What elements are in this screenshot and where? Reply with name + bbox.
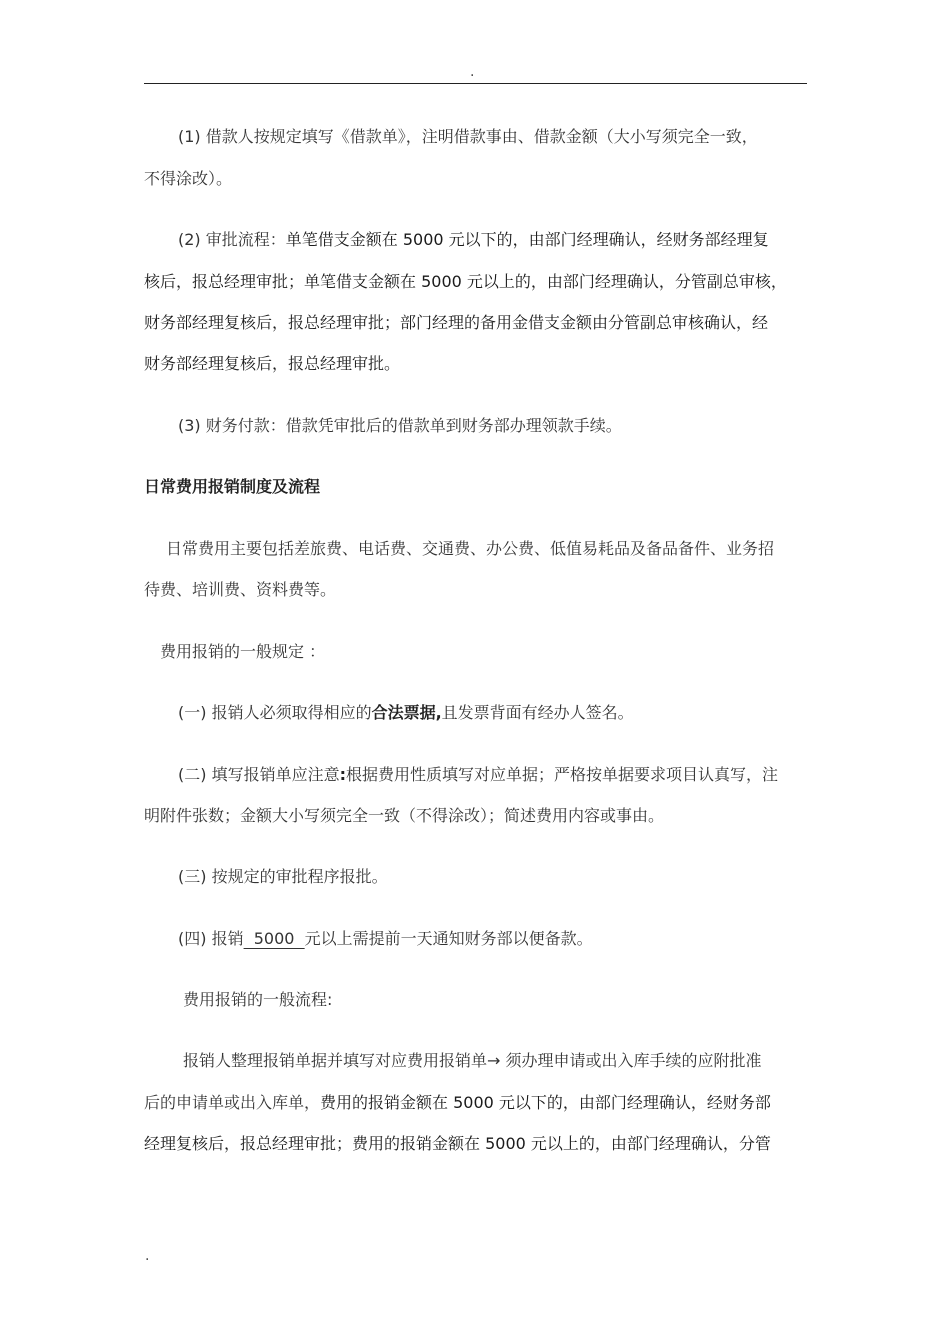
rule-2-text: (二) 填写报销单应注意	[178, 765, 340, 784]
process-line-2-a: 后的申请单或出入库单，	[144, 1093, 321, 1112]
header-rule	[144, 83, 807, 84]
rule-1-bold: 合法票据,	[371, 703, 442, 722]
loan-item-2-line-3: 财务部经理复核后，报总经理审批；部门经理的备用金借支金额由分管副总审核确认，经	[144, 313, 769, 332]
rule-1-after: 且发票背面有经办人签名。	[441, 703, 634, 722]
loan-item-2-line-1	[178, 229, 769, 251]
loan-item-2-line-2: 核后，报总经理审批；单笔借支金额在 5000 元以上的，由部门经理确认，分管副总审核，	[144, 272, 787, 291]
section-title: 日常费用报销制度及流程	[144, 477, 321, 496]
loan-item-1-line-1: (1) 借款人按规定填写《借款单》，注明借款事由、借款金额（大小写须完全一致，	[178, 127, 758, 146]
rule-2-line-2: 明附件张数；金额大小写须完全一致（不得涂改）；简述费用内容或事由。	[144, 806, 665, 825]
header-mark: .	[470, 64, 475, 80]
loan-item-2-text-1: 单笔借支金额在 5000 元以下的，由部门经理确认，经财务部经理复	[285, 230, 769, 249]
process-line-1: 报销人整理报销单据并填写对应费用报销单→ 须办理申请或出入库手续的应附批准	[183, 1051, 762, 1070]
intro-line-2: 待费、培训费、资料费等。	[144, 580, 337, 599]
rule-2-after: 根据费用性质填写对应单据；严格按单据要求项目认真写，注	[345, 765, 778, 784]
rule-4	[178, 928, 593, 950]
rules-title: 费用报销的一般规定 ：	[160, 642, 326, 661]
process-line-3: 经理复核后，报总经理审批；费用的报销金额在 5000 元以上的，由部门经理确认，分管	[144, 1134, 771, 1153]
rule-4-after: 元以上需提前一天通知财务部以便备款。	[304, 929, 593, 948]
rule-1	[178, 702, 634, 724]
process-line-2	[144, 1092, 771, 1114]
loan-item-2-line-4: 财务部经理复核后，报总经理审批。	[144, 354, 401, 373]
rule-4-amount: 5000	[243, 929, 305, 948]
process-line-2-b: 费用的报销金额在 5000 元以下的，由部门经理确认，经财务部	[320, 1093, 771, 1112]
rule-2-colon: :	[339, 765, 346, 784]
rule-3: (三) 按规定的审批程序报批。	[178, 867, 388, 886]
rule-1-text: (一) 报销人必须取得相应的	[178, 703, 372, 722]
rule-2-line-1	[178, 764, 778, 786]
footer-mark: .	[145, 1248, 150, 1264]
rule-4-text: (四) 报销	[178, 929, 244, 948]
loan-item-3: (3) 财务付款：借款凭审批后的借款单到财务部办理领款手续。	[178, 416, 622, 435]
loan-item-2-prefix: (2) 审批流程：	[178, 230, 286, 249]
loan-item-1-line-2: 不得涂改）。	[144, 169, 233, 188]
intro-line-1: 日常费用主要包括差旅费、电话费、交通费、办公费、低值易耗品及备品备件、业务招	[166, 539, 775, 558]
process-title: 费用报销的一般流程:	[183, 990, 333, 1009]
